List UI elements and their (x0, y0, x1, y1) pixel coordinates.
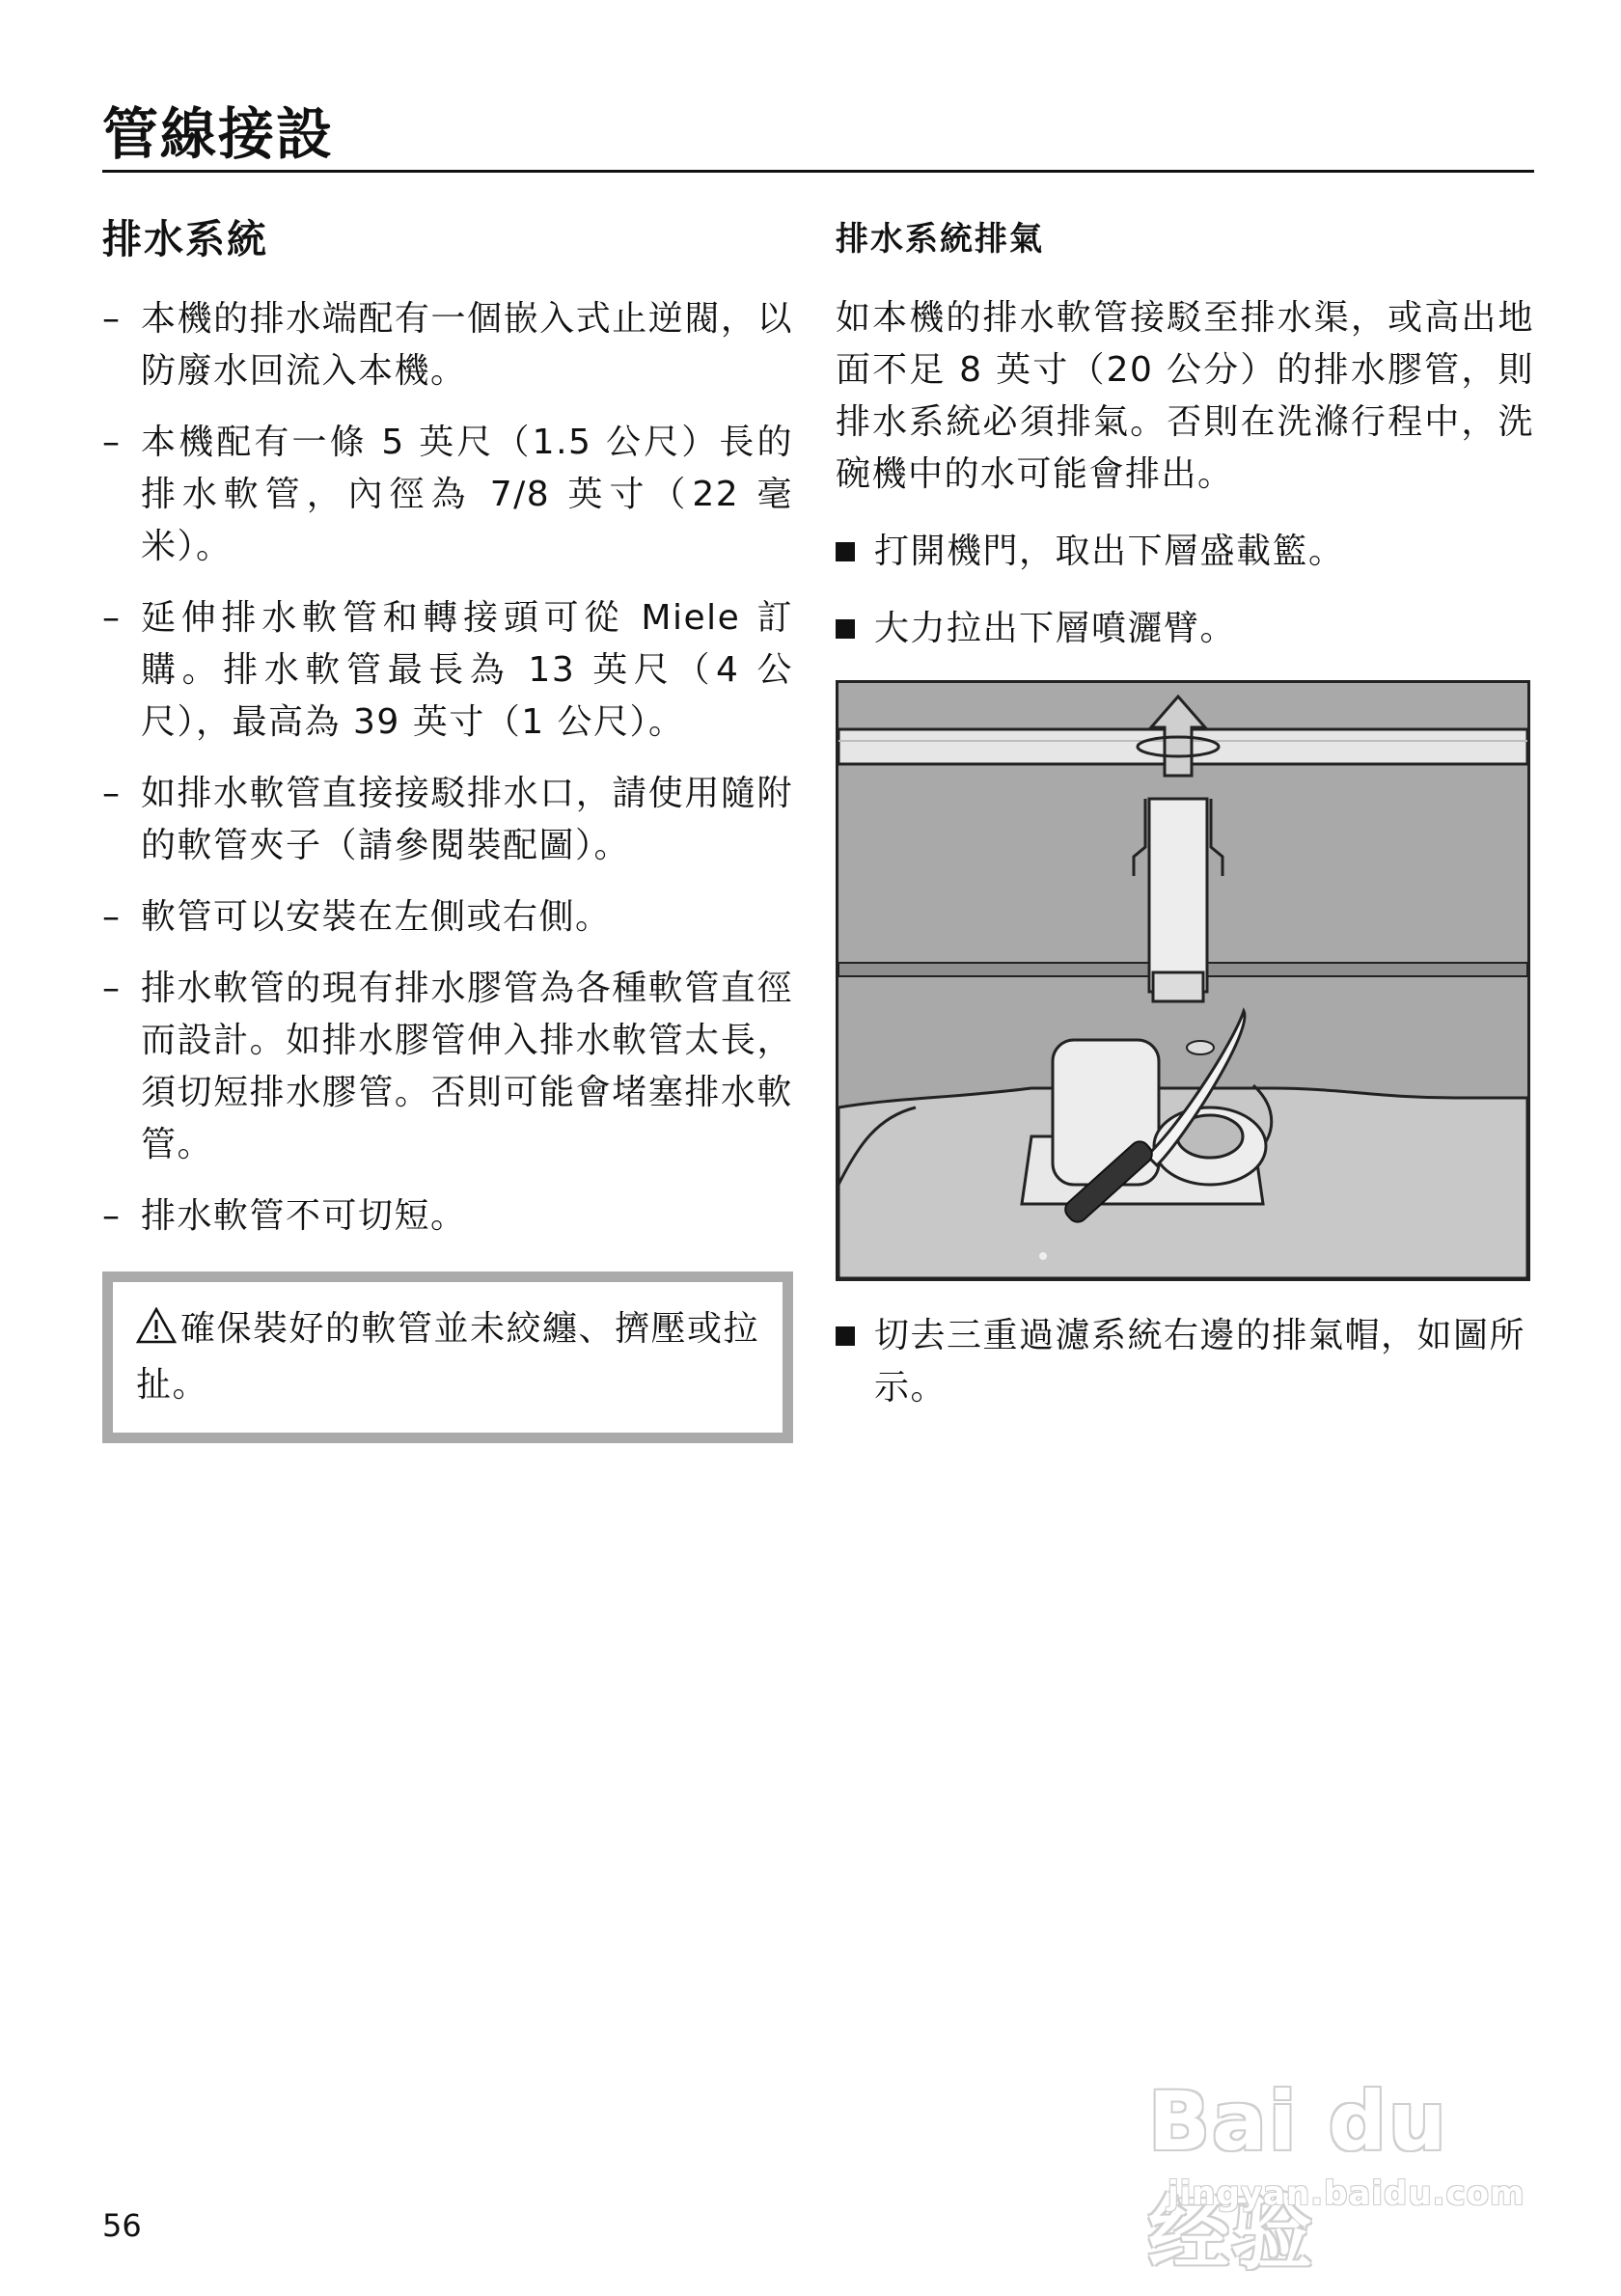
list-item (102, 417, 793, 573)
list-item (102, 963, 793, 1171)
warning-box (102, 1271, 793, 1443)
list-item-text: 本機的排水端配有一個嵌入式止逆閥，以防廢水回流入本機。 (141, 299, 793, 391)
list-item-text: 如排水軟管直接接駁排水口，請使用隨附的軟管夾子（請參閱裝配圖）。 (141, 774, 793, 865)
list-item (102, 768, 793, 872)
dash-marker: – (102, 423, 122, 462)
dash-marker: – (102, 299, 122, 339)
right-column (836, 212, 1534, 1439)
step-item (836, 1310, 1534, 1414)
list-item-text: 本機配有一條 5 英尺（1.5 公尺）長的排水軟管，內徑為 7/8 英寸（22 毫米）。 (141, 423, 793, 566)
dash-marker: – (102, 1196, 122, 1236)
section-heading-venting: 排水系統排氣 (836, 220, 1044, 259)
dash-marker: – (102, 598, 122, 638)
drainage-list (102, 293, 793, 1243)
warning-triangle-icon (136, 1307, 177, 1359)
list-item (102, 592, 793, 749)
step-item (836, 526, 1534, 578)
list-item-text: 排水軟管的現有排水膠管為各種軟管直徑而設計。如排水膠管伸入排水軟管太長，須切短排水膠管。否則可能會堵塞排水軟管。 (141, 969, 793, 1164)
baidu-watermark (1148, 2055, 1553, 2281)
left-column (102, 207, 793, 1443)
step-item (836, 603, 1534, 655)
section-heading-drainage: 排水系統 (102, 216, 268, 262)
step-text: 切去三重過濾系統右邊的排氣帽，如圖所示。 (874, 1316, 1526, 1408)
venting-illustration (836, 680, 1530, 1281)
list-item-text: 排水軟管不可切短。 (141, 1196, 467, 1236)
dash-marker: – (102, 897, 122, 937)
square-bullet-icon (836, 1326, 855, 1346)
page-title: 管線接設 (102, 101, 335, 167)
list-item-text: 軟管可以安裝在左側或右側。 (141, 897, 612, 937)
page-number: 56 (102, 2207, 142, 2244)
dash-marker: – (102, 774, 122, 813)
watermark-url: jingyan.baidu.com (1168, 2174, 1525, 2213)
list-item-text: 延伸排水軟管和轉接頭可從 Miele 訂購。排水軟管最長為 13 英尺（4 公尺），最高為 39 英寸（1 公尺）。 (141, 598, 793, 742)
intro-paragraph: 如本機的排水軟管接駁至排水渠，或高出地面不足 8 英寸（20 公分）的排水膠管，則排水系統必須排氣。否則在洗滌行程中，洗碗機中的水可能會排出。 (836, 298, 1534, 494)
square-bullet-icon (836, 619, 855, 639)
title-rule (102, 170, 1534, 173)
list-item (102, 293, 793, 397)
dash-marker: – (102, 969, 122, 1008)
square-bullet-icon (836, 542, 855, 561)
watermark-logo-text: Bai du 经验 (1148, 2074, 1448, 2281)
list-item (102, 1190, 793, 1243)
warning-text: 確保裝好的軟管並未絞纏、擠壓或拉扯。 (136, 1309, 760, 1405)
list-item (102, 891, 793, 943)
step-text: 大力拉出下層噴灑臂。 (874, 609, 1237, 648)
step-text: 打開機門，取出下層盛載籃。 (874, 532, 1345, 571)
